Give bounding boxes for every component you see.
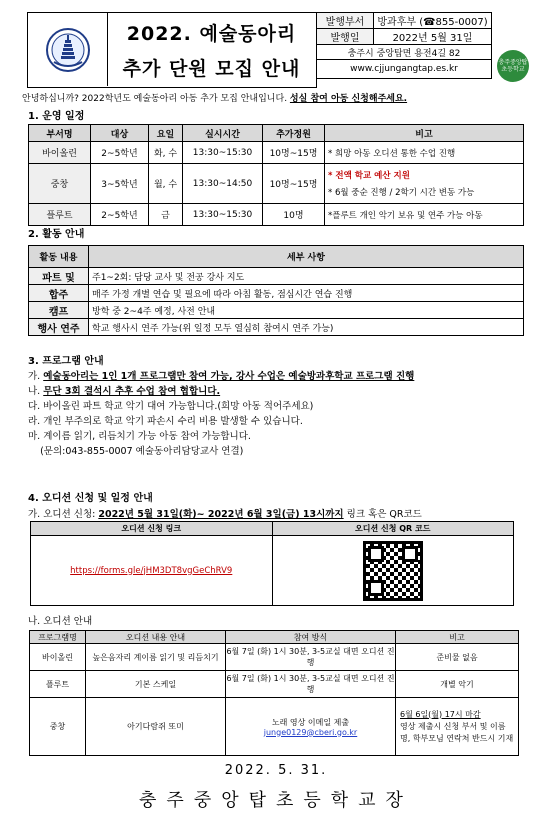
title-block [108,13,315,86]
audition-table [29,630,519,756]
item-text: 개인 부주의로 학교 악기 파손시 수리 비용 발생할 수 있습니다. [43,416,303,427]
table-row [30,671,519,698]
time: 13:30~15:30 [183,204,263,226]
table-row [29,268,524,285]
col-header: 오디션 내용 안내 [86,631,226,644]
time: 13:30~15:30 [183,142,263,164]
col-header: 참여 방식 [226,631,396,644]
table-row [29,319,524,336]
col-header: 프로그램명 [30,631,86,644]
item-text: 바이올린 파트 학교 악기 대여 가능합니다.(희망 아동 적어주세요) [43,401,314,412]
program-name: 중창 [30,698,86,756]
note: * 6월 중순 진행 / 2학기 시간 변동 가능 [328,188,475,198]
audition-method-cell [226,698,396,756]
activity-detail: 방학 중 2~4주 예정, 사전 안내 [89,302,524,319]
list-item [28,443,528,458]
audition-content: 기본 스케일 [86,671,226,698]
school-emblem-icon: 충주중앙탑 초등학교 [497,50,529,82]
qr-code-icon[interactable] [363,541,423,601]
qr-header: 오디션 신청 QR 코드 [272,522,514,536]
audition-method: 6월 7일 (화) 1시 30분, 3-5교실 대면 오디션 진행 [226,671,396,698]
title-line-1: 2022. 예술동아리 [126,22,297,45]
publisher-info-table [316,12,492,79]
col-header: 요일 [149,125,183,142]
address: 충주시 중앙탑면 용전4길 82 [317,45,492,60]
schedule-table [28,124,524,226]
issue-date: 2022. 5. 31. [224,763,328,778]
table-row [29,204,524,226]
deadline: 6월 6일(월) 17시 마감 [400,709,481,719]
audition-subtitle: 나. 오디션 안내 [28,616,93,627]
note: *플루트 개인 악기 보유 및 연주 가능 아동 [325,204,524,226]
audition-content: 높은음자리 계이름 읽기 및 리듬치기 [86,644,226,671]
program-name: 플루트 [30,671,86,698]
col-header: 대상 [91,125,149,142]
section2-title: 2. 활동 안내 [28,229,85,240]
audition-note: 영상 제출시 신청 부서 및 이름명, 학부모님 연락처 반드시 기재 [400,721,514,743]
publisher-value: 방과후부 (☎855-0007) [374,13,492,29]
activity-name: 합주 [29,285,89,302]
title-line-2: 추가 단원 모집 안내 [122,57,301,80]
apply-link-table [30,521,514,606]
col-header: 비고 [396,631,519,644]
target: 2~5학년 [91,142,149,164]
list-item [28,368,528,383]
title-box [27,12,317,88]
item-text: 계이름 읽기, 리듬치기 가능 아동 참여 가능합니다. [43,431,251,442]
greeting [22,91,407,104]
list-item [28,413,528,428]
apply-suffix: 링크 혹은 QR코드 [343,509,422,520]
activity-detail: 매주 가정 개별 연습 및 필요에 따라 아침 활동, 점심시간 연습 진행 [89,285,524,302]
letter-header [27,12,527,88]
program-list [28,368,528,458]
audition-note: 준비물 없음 [396,644,519,671]
contact-email[interactable]: junge0129@cberi.go.kr [263,727,358,737]
day: 금 [149,204,183,226]
item-prefix: 나. [28,386,44,397]
table-row [29,285,524,302]
item-prefix: 다. [28,401,44,412]
apply-dates: 2022년 5월 31일(화)~ 2022년 6월 3일(금) 13시까지 [98,509,344,520]
audition-content: 아기다람쥐 또미 [86,698,226,756]
table-row [29,302,524,319]
school-url[interactable]: www.cjjungangtap.es.kr [317,60,492,79]
section1-title: 1. 운영 일정 [28,111,85,122]
item-text: 예술동아리는 1인 1개 프로그램만 참여 가능, 강사 수업은 예술방과후학교 프로그램 진행 [43,371,415,382]
greeting-emphasis: 성실 참여 아동 신청해주세요. [289,94,408,104]
dept-name: 바이올린 [29,142,91,164]
audition-method: 노래 영상 이메일 제출 [271,717,350,727]
activity-table [28,245,524,336]
time: 13:30~14:50 [183,164,263,204]
activity-name: 파트 및 [29,268,89,285]
greeting-text: 안녕하십니까? 2022학년도 예술동아리 아동 추가 모집 안내입니다. [22,94,290,104]
publisher-label: 발행부서 [317,13,374,29]
table-row [29,164,524,204]
list-item [28,428,528,443]
pagoda-logo-icon [46,28,90,72]
date-label: 발행일 [317,29,374,45]
school-logo [28,13,108,86]
col-header: 추가정원 [263,125,325,142]
item-prefix: 가. [28,371,44,382]
col-header: 부서명 [29,125,91,142]
date-value: 2022년 5월 31일 [374,29,492,45]
dept-name: 플루트 [29,204,91,226]
col-header: 실시시간 [183,125,263,142]
activity-detail: 학교 행사시 연주 가능(위 일정 모두 열심히 참여시 연주 가능) [89,319,524,336]
item-prefix: 라. [28,416,44,427]
table-row [30,698,519,756]
section3-title: 3. 프로그램 안내 [28,356,104,367]
quota: 10명~15명 [263,164,325,204]
apply-form-link[interactable]: https://forms.gle/jHM3DT8vgGeChRV9 [70,565,233,576]
table-row [30,644,519,671]
note: * 희망 아동 오디션 통한 수업 진행 [325,142,524,164]
dept-name: 중창 [29,164,91,204]
principal-signature: 충주중앙탑초등학교장 [139,790,413,811]
activity-detail: 주1~2회: 담당 교사 및 전공 강사 지도 [89,268,524,285]
activity-name: 행사 연주 [29,319,89,336]
day: 화, 수 [149,142,183,164]
list-item [28,398,528,413]
list-item [28,383,528,398]
item-text: 무단 3회 결석시 추후 수업 참여 협합니다. [43,386,221,397]
audition-note-cell [396,698,519,756]
link-header: 오디션 신청 링크 [31,522,273,536]
target: 2~5학년 [91,204,149,226]
col-header: 세부 사항 [89,246,524,268]
apply-period [28,506,422,520]
section4-title: 4. 오디션 신청 및 일정 안내 [28,493,153,504]
col-header: 활동 내용 [29,246,89,268]
contact-text: (문의:043-855-0007 예술동아리담당교사 연결) [28,446,244,457]
note-budget: * 전액 학교 예산 지원 [328,171,410,181]
quota: 10명 [263,204,325,226]
col-header: 비고 [325,125,524,142]
table-row [29,142,524,164]
audition-method: 6월 7일 (화) 1시 30분, 3-5교실 대면 오디션 진행 [226,644,396,671]
target: 3~5학년 [91,164,149,204]
activity-name: 캠프 [29,302,89,319]
apply-prefix: 가. 오디션 신청: [28,509,99,520]
day: 월, 수 [149,164,183,204]
quota: 10명~15명 [263,142,325,164]
note-cell [325,164,524,204]
item-prefix: 마. [28,431,44,442]
audition-note: 개별 악기 [396,671,519,698]
program-name: 바이올린 [30,644,86,671]
